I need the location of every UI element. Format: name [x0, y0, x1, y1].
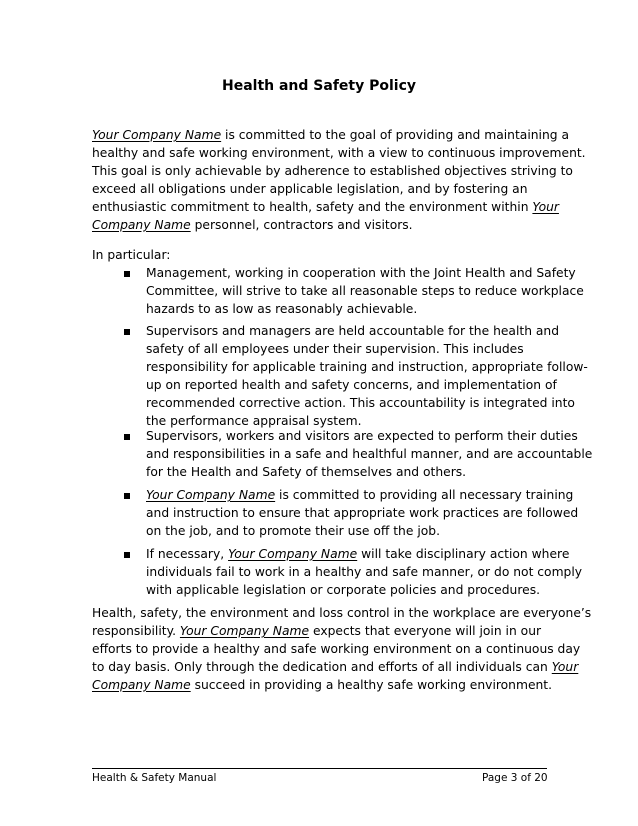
page-title: Health and Safety Policy: [221, 78, 416, 94]
bullet-marker: [124, 493, 130, 499]
bullet-5-line-2: individuals fail to work in a healthy and safe manner, or do not comply: [146, 565, 583, 579]
intro-line-6: [92, 216, 413, 234]
intro-line-2: healthy and safe working environment, with a view to continuous improvement.: [92, 146, 586, 160]
footer-divider: [92, 768, 547, 769]
bullet-text: If necessary,: [146, 547, 229, 561]
bullet-2-line-6: the performance appraisal system.: [146, 414, 362, 428]
bullet-4-line-1: [146, 486, 573, 504]
closing-line-2: [92, 622, 541, 640]
bullet-marker: [124, 271, 130, 277]
bullet-1-line-3: hazards to as low as reasonably achievable.: [146, 302, 418, 316]
bullet-5-line-3: with applicable legislation or corporate policies and procedures.: [146, 583, 541, 597]
intro-line-5: [92, 198, 559, 216]
bullet-1-line-2: Committee, will strive to take all reasonable steps to reduce workplace: [146, 284, 584, 298]
bullet-4-line-3: on the job, and to promote their use off the job.: [146, 524, 440, 538]
closing-text: succeed in providing a healthy safe working environment.: [190, 678, 553, 692]
footer-manual-title: Health & Safety Manual: [92, 772, 217, 784]
bullet-1-line-1: Management, working in cooperation with the Joint Health and Safety: [146, 266, 576, 280]
bullet-text: will take disciplinary action where: [357, 547, 570, 561]
bullet-3-line-2: and responsibilities in a safe and healthful manner, and are accountable: [146, 447, 593, 461]
company-name: Company Name: [92, 678, 191, 692]
intro-line-3: This goal is only achievable by adherence to established objectives striving to: [92, 164, 573, 178]
closing-text: responsibility.: [92, 624, 180, 638]
in-particular-label: In particular:: [92, 248, 171, 262]
footer-page-number: Page 3 of 20: [482, 772, 548, 784]
closing-line-5: [92, 676, 552, 694]
bullet-3-line-1: Supervisors, workers and visitors are expected to perform their duties: [146, 429, 578, 443]
bullet-marker: [124, 434, 130, 440]
closing-line-4: [92, 658, 578, 676]
bullet-3-line-3: for the Health and Safety of themselves and others.: [146, 465, 467, 479]
bullet-2-line-4: up on reported health and safety concerns, and implementation of: [146, 378, 557, 392]
intro-text: enthusiastic commitment to health, safety and the environment within: [92, 200, 533, 214]
company-name: Your Company Name: [179, 624, 310, 638]
intro-line-4: exceed all obligations under applicable legislation, and by fostering an: [92, 182, 528, 196]
company-name: Your: [532, 200, 559, 214]
closing-text: to day basis. Only through the dedication and efforts of all individuals can: [92, 660, 552, 674]
closing-line-1: Health, safety, the environment and loss control in the workplace are everyone’s: [92, 606, 592, 620]
company-name: Your Company Name: [92, 128, 222, 142]
bullet-marker: [124, 329, 130, 335]
company-name: Company Name: [92, 218, 191, 232]
intro-text: personnel, contractors and visitors.: [190, 218, 413, 232]
bullet-marker: [124, 552, 130, 558]
intro-text: is committed to the goal of providing and maintaining a: [221, 128, 569, 142]
bullet-5-line-1: [146, 545, 569, 563]
bullet-text: is committed to providing all necessary training: [275, 488, 574, 502]
intro-line-1: [92, 126, 569, 144]
bullet-2-line-3: responsibility for applicable training and instruction, appropriate follow-: [146, 360, 588, 374]
closing-text: expects that everyone will join in our: [309, 624, 542, 638]
company-name: Your Company Name: [228, 547, 358, 561]
company-name: Your: [551, 660, 579, 674]
closing-line-3: efforts to provide a healthy and safe working environment on a continuous day: [92, 642, 581, 656]
bullet-2-line-2: safety of all employees under their supervision. This includes: [146, 342, 524, 356]
bullet-2-line-5: recommended corrective action. This accountability is integrated into: [146, 396, 575, 410]
company-name: Your Company Name: [146, 488, 276, 502]
bullet-2-line-1: Supervisors and managers are held accountable for the health and: [146, 324, 560, 338]
bullet-4-line-2: and instruction to ensure that appropriate work practices are followed: [146, 506, 579, 520]
